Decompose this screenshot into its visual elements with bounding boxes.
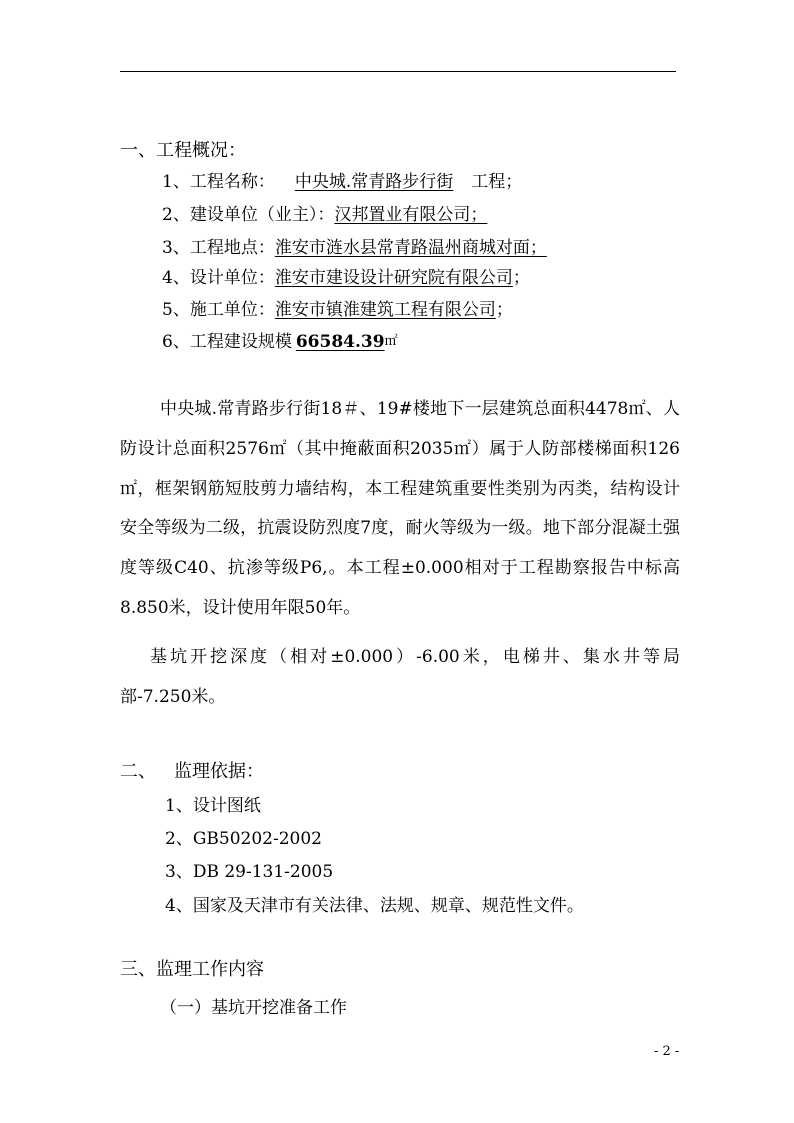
- section1-heading: 一、工程概况：: [120, 140, 246, 161]
- basis-item: 4、国家及天津市有关法律、法规、规章、规范性文件。: [165, 896, 584, 916]
- item-scale: [162, 332, 398, 352]
- item-label: 工程建设规模: [189, 332, 292, 352]
- item-suffix: ；: [512, 268, 530, 288]
- header-rule: [120, 71, 676, 72]
- item-designer: [162, 268, 530, 288]
- item-suffix: ；: [495, 300, 513, 320]
- project-name-value: 中央城.常青路步行街: [294, 172, 454, 192]
- item-location: [162, 238, 547, 258]
- item-owner: [162, 205, 487, 225]
- item-suffix: 工程；: [471, 172, 523, 192]
- section3-subheading: （一）基坑开挖准备工作: [160, 998, 347, 1018]
- builder-value: 淮安市镇淮建筑工程有限公司: [274, 300, 496, 320]
- section3-heading: 三、监理工作内容: [120, 959, 264, 980]
- scale-unit: ㎡: [384, 334, 398, 349]
- item-number: 4、: [162, 268, 190, 288]
- section-number: 二、: [120, 761, 156, 782]
- item-builder: [162, 300, 513, 320]
- scale-value: 66584.39: [295, 332, 385, 352]
- designer-value: 淮安市建设设计研究院有限公司: [274, 268, 513, 288]
- item-label: 建设单位（业主）：: [189, 205, 335, 225]
- item-number: 5、: [162, 300, 190, 320]
- basis-item: 2、GB50202-2002: [165, 829, 322, 849]
- page-number: - 2 -: [654, 1044, 680, 1059]
- basis-item: 1、设计图纸: [165, 796, 261, 816]
- item-label: 施工单位：: [189, 300, 275, 320]
- item-label: 设计单位：: [189, 268, 275, 288]
- item-project-name: [162, 172, 522, 192]
- project-description-paragraph: 中央城.常青路步行街18＃、19#楼地下一层建筑总面积4478㎡、人防设计总面积2576㎡（其中掩蔽面积2035㎡）属于人防部楼梯面积126㎡，框架钢筋短肢剪力墙结构，本工程建筑重要性类别为丙类，结构设计安全等级为二级，抗震设防烈度7度，耐火等级为一级。地下部分混凝土强度等级C40、抗渗等级P6,。本工程±0.000相对于工程勘察报告中标高8.850米，设计使用年限50年。: [120, 399, 680, 618]
- excavation-depth-paragraph: 基坑开挖深度（相对±0.000）-6.00米，电梯井、集水井等局部-7.250米。: [120, 647, 680, 707]
- item-number: 2、: [162, 205, 190, 225]
- item-number: 1、: [162, 172, 190, 192]
- item-number: 6、: [162, 332, 190, 352]
- owner-value: 汉邦置业有限公司；: [334, 205, 488, 225]
- section-title: 监理依据：: [174, 761, 264, 782]
- location-value: 淮安市涟水县常青路温州商城对面；: [274, 238, 547, 258]
- section2-heading: [120, 762, 264, 782]
- item-label: 工程地点：: [189, 238, 275, 258]
- item-label: 工程名称：: [189, 172, 275, 192]
- basis-item: 3、DB 29-131-2005: [165, 862, 334, 882]
- item-number: 3、: [162, 238, 190, 258]
